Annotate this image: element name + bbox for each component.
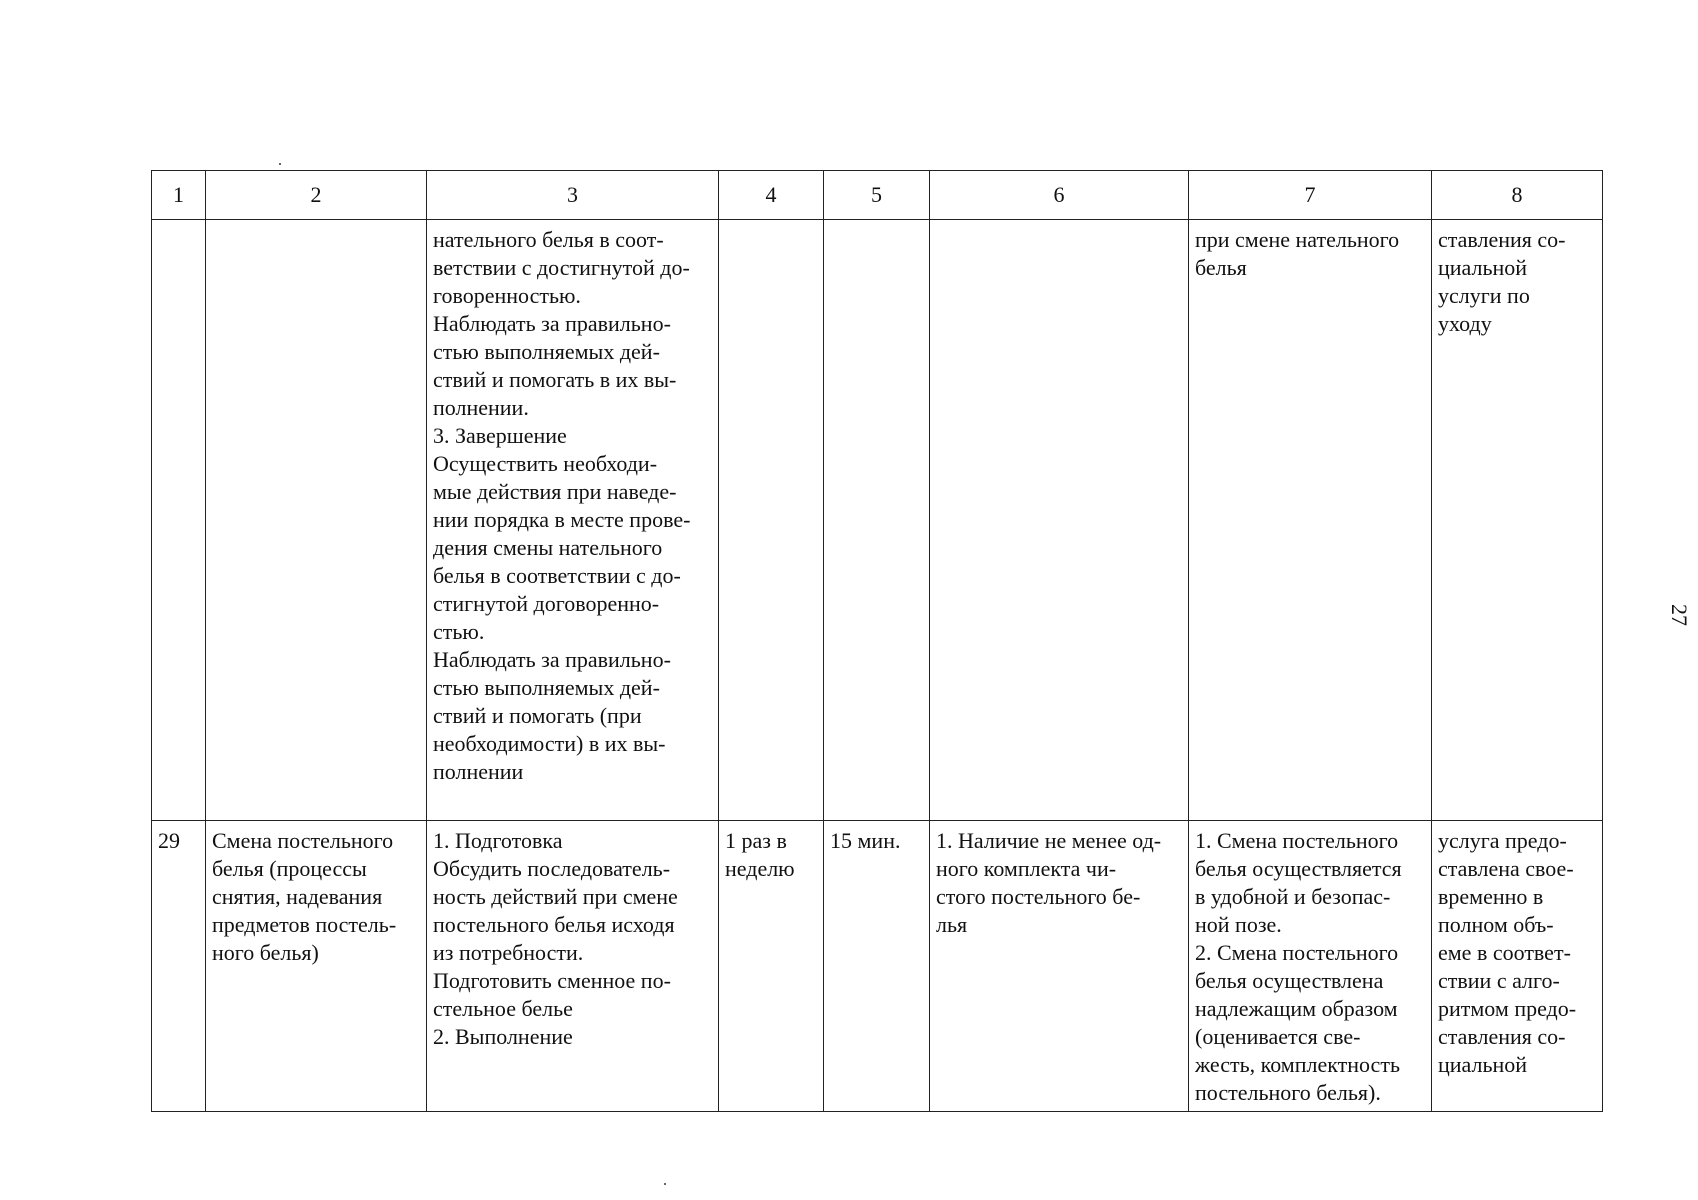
cell-duration bbox=[824, 220, 930, 821]
header-cell: 1 bbox=[152, 171, 206, 220]
scan-speck bbox=[664, 1183, 666, 1185]
table-header-row bbox=[152, 171, 1603, 220]
page-number: 27 bbox=[1667, 604, 1692, 626]
header-cell: 6 bbox=[930, 171, 1189, 220]
cell-evaluation: услуга предо- ставлена свое- временно в полном объ- еме в соответ- ствии с алго- ритмом предо- ставления со- циальной bbox=[1432, 821, 1603, 1112]
cell-service-name bbox=[206, 220, 427, 821]
header-cell: 2 bbox=[206, 171, 427, 220]
cell-quality: при смене нательного белья bbox=[1189, 220, 1432, 821]
cell-frequency bbox=[719, 220, 824, 821]
cell-number bbox=[152, 220, 206, 821]
table-row bbox=[152, 220, 1603, 821]
table-row bbox=[152, 821, 1603, 1112]
header-cell: 5 bbox=[824, 171, 930, 220]
cell-evaluation: ставления со- циальной услуги по уходу bbox=[1432, 220, 1603, 821]
header-cell: 4 bbox=[719, 171, 824, 220]
header-cell: 7 bbox=[1189, 171, 1432, 220]
cell-number: 29 bbox=[152, 821, 206, 1112]
cell-frequency: 1 раз в неделю bbox=[719, 821, 824, 1112]
cell-service-name: Смена постельного белья (процессы снятия, надевания предметов постель- ного белья) bbox=[206, 821, 427, 1112]
cell-quality: 1. Смена постельного белья осуществляется в удобной и безопас- ной позе. 2. Смена постельного белья осуществлена надлежащим образом (оценивается све- жесть, комплектность постельного белья). bbox=[1189, 821, 1432, 1112]
header-cell: 3 bbox=[427, 171, 719, 220]
cell-conditions: 1. Наличие не менее од- ного комплекта чи- стого постельного бе- лья bbox=[930, 821, 1189, 1112]
services-table bbox=[151, 170, 1603, 1112]
scan-speck bbox=[279, 163, 281, 165]
cell-duration: 15 мин. bbox=[824, 821, 930, 1112]
header-cell: 8 bbox=[1432, 171, 1603, 220]
cell-description: 1. Подготовка Обсудить последователь- ность действий при смене постельного белья исходя из потребности. Подготовить сменное по- стельное белье 2. Выполнение bbox=[427, 821, 719, 1112]
cell-conditions bbox=[930, 220, 1189, 821]
cell-description: нательного белья в соот- ветствии с достигнутой до- говоренностью. Наблюдать за правильно- стью выполняемых дей- ствий и помогать в их вы- полнении. 3. Завершение Осуществить необходи- мые действия при наведе- нии порядка в месте прове- дения смены нательного белья в соответствии с до- стигнутой договоренно- стью. Наблюдать за правильно- стью выполняемых дей- ствий и помогать (при необходимости) в их вы- полнении bbox=[427, 220, 719, 821]
